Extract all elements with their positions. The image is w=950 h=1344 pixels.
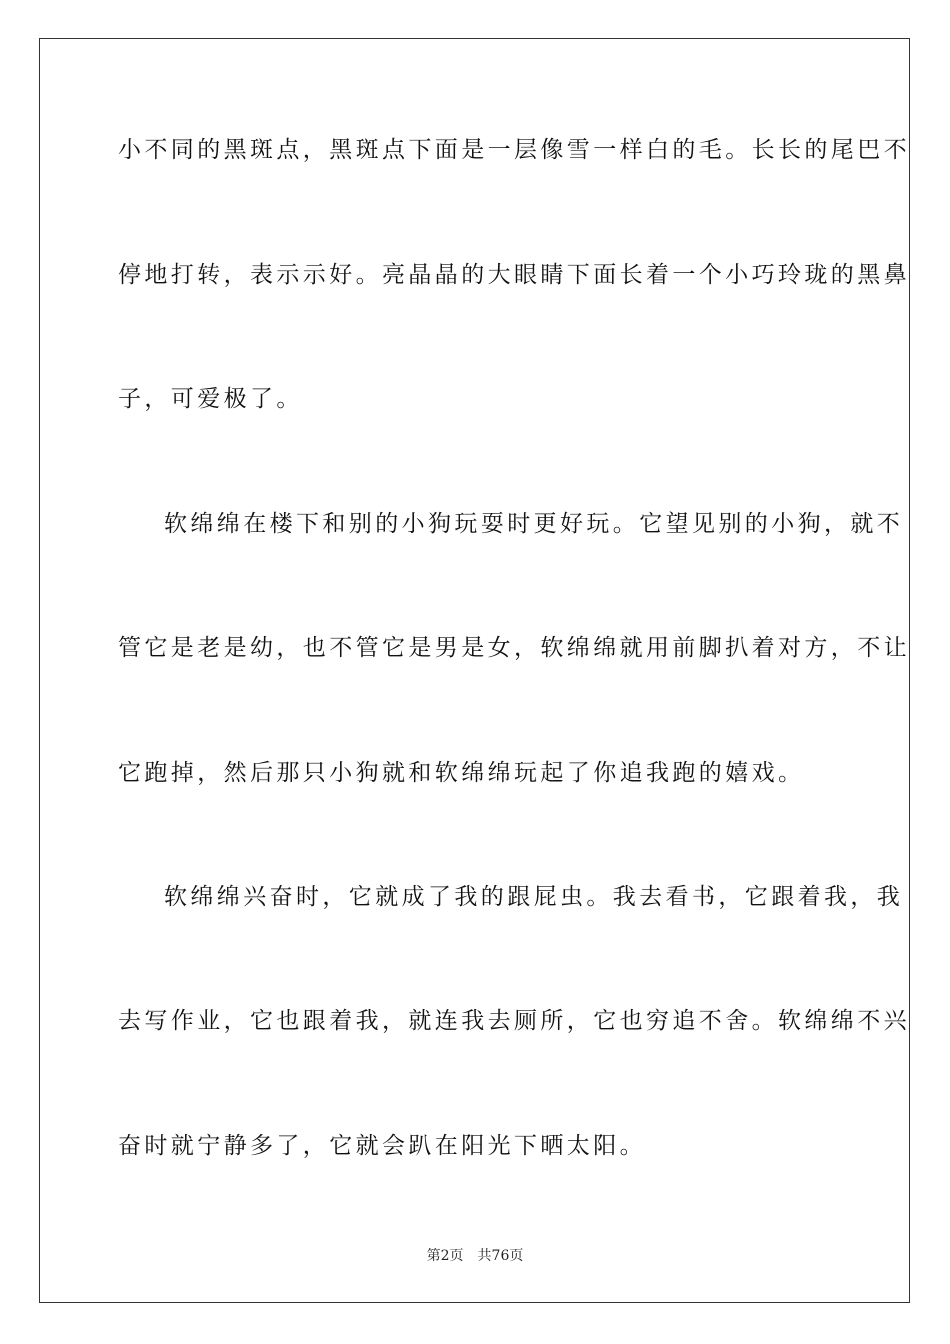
page-border [39,38,910,1303]
text-line-6: 它跑掉，然后那只小狗就和软绵绵玩起了你追我跑的嬉戏。 [118,760,805,786]
text-line-9: 奋时就宁静多了，它就会趴在阳光下晒太阳。 [118,1133,646,1159]
text-line-5: 管它是老是幼，也不管它是男是女，软绵绵就用前脚扒着对方，不让 [118,635,910,661]
page-footer [0,1247,950,1265]
text-line-4: 软绵绵在楼下和别的小狗玩耍时更好玩。它望见别的小狗，就不 [164,511,904,537]
total-pages: 共76页 [477,1248,524,1264]
text-line-2: 停地打转，表示示好。亮晶晶的大眼睛下面长着一个小巧玲珑的黑鼻 [118,262,910,288]
text-line-7: 软绵绵兴奋时，它就成了我的跟屁虫。我去看书，它跟着我，我 [164,884,904,910]
page-number: 第2页 [426,1248,464,1264]
text-line-8: 去写作业，它也跟着我，就连我去厕所，它也穷追不舍。软绵绵不兴 [118,1008,910,1034]
text-line-3: 子，可爱极了。 [118,386,303,412]
text-line-1: 小不同的黑斑点，黑斑点下面是一层像雪一样白的毛。长长的尾巴不 [118,137,910,163]
